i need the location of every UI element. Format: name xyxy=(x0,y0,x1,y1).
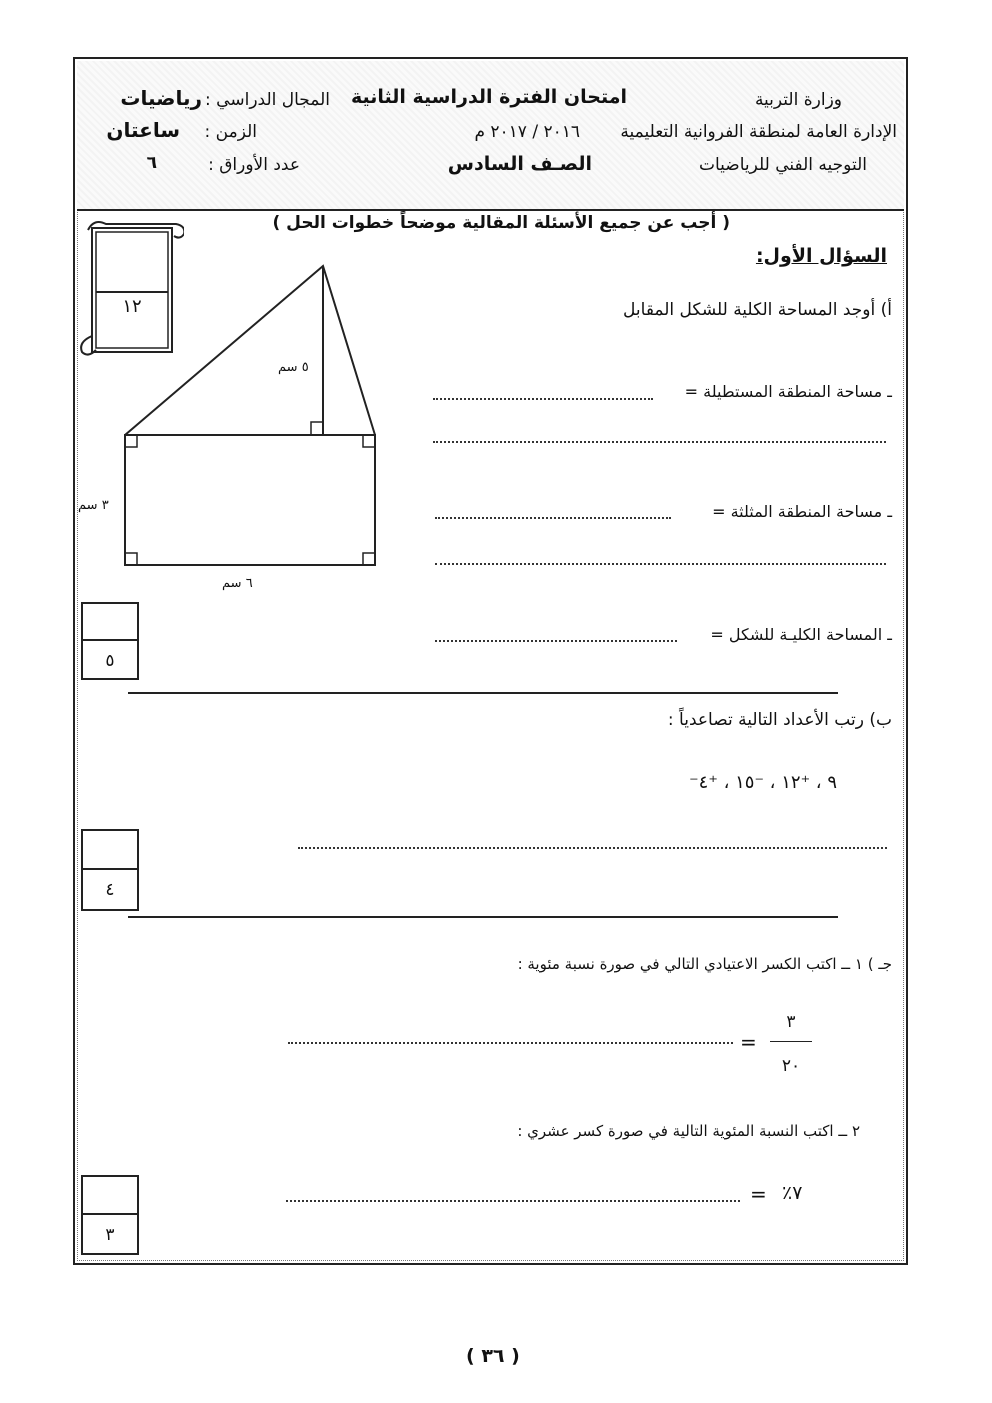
height-label: ٥ سم xyxy=(278,360,309,375)
part-c-score-box xyxy=(81,1175,139,1255)
total-area-answer[interactable] xyxy=(435,640,677,642)
triangle-area-line: ـ مساحة المنطقة المثلثة = xyxy=(712,502,892,521)
equals-sign-1: = xyxy=(740,1030,757,1054)
divider-1 xyxy=(128,692,838,694)
rectangle-area-line: ـ مساحة المنطقة المستطيلة = xyxy=(684,382,892,401)
grade-title: الصـف السادس xyxy=(447,153,592,175)
guidance-label: التوجيه الفني للرياضيات xyxy=(698,155,867,175)
divider-2 xyxy=(128,916,838,918)
part-b-numbers: ⁻٩ ، ⁺١٢ ، ⁻١٥ ، ⁺٤ xyxy=(689,772,837,793)
percent-value: ٪٧ xyxy=(782,1182,803,1204)
part-c-prompt-1: جـ ) ١ ــ اكتب الكسر الاعتيادي التالي في صورة نسبة مئوية : xyxy=(517,955,892,973)
part-c-score: ٣ xyxy=(105,1225,115,1245)
page-frame-inner xyxy=(77,61,904,1261)
ministry-label: وزارة التربية xyxy=(754,90,842,110)
decimal-answer[interactable] xyxy=(286,1200,740,1202)
composite-figure xyxy=(115,260,385,580)
part-b-score: ٤ xyxy=(105,880,115,900)
base-label: ٦ سم xyxy=(222,576,253,591)
fraction-denominator: ٢٠ xyxy=(781,1056,801,1076)
part-a-score-box xyxy=(81,602,139,680)
subject-label: المجال الدراسي : xyxy=(205,90,330,110)
time-value: ساعتان xyxy=(106,118,180,142)
fraction-bar xyxy=(770,1041,812,1042)
triangle-area-answer-2[interactable] xyxy=(435,563,886,565)
administration-label: الإدارة العامة لمنطقة الفروانية التعليمية xyxy=(620,122,897,142)
exam-year: ٢٠١٦ / ٢٠١٧ م xyxy=(474,122,580,142)
rectangle-area-answer-2[interactable] xyxy=(433,441,886,443)
time-label: الزمن : xyxy=(204,122,257,142)
equals-sign-2: = xyxy=(750,1182,767,1206)
triangle-area-answer[interactable] xyxy=(435,517,671,519)
part-a-prompt: أ) أوجد المساحة الكلية للشكل المقابل xyxy=(623,300,892,320)
total-area-line: ـ المساحة الكليـة للشكل = xyxy=(710,625,892,644)
fraction-numerator: ٣ xyxy=(786,1012,796,1032)
exam-title: امتحان الفترة الدراسية الثانية xyxy=(350,86,627,108)
total-score: ١٢ xyxy=(122,296,142,317)
pages-value: ٦ xyxy=(146,153,157,173)
part-b-prompt: ب) رتب الأعداد التالية تصاعدياً : xyxy=(667,710,892,730)
instructions: ( أجب عن جميع الأسئلة المقالية موضحاً خطوات الحل ) xyxy=(272,213,730,233)
side-label: ٣ سم xyxy=(78,498,109,513)
percent-answer[interactable] xyxy=(288,1042,733,1044)
part-a-score: ٥ xyxy=(105,651,115,671)
pages-label: عدد الأوراق : xyxy=(208,155,300,175)
question1-title: السؤال الأول: xyxy=(755,245,887,267)
part-b-answer[interactable] xyxy=(298,847,887,849)
part-b-score-box xyxy=(81,829,139,911)
subject-value: رياضيات xyxy=(120,86,202,110)
part-c-prompt-2: ٢ ــ اكتب النسبة المئوية التالية في صورة كسر عشري : xyxy=(517,1122,860,1140)
page-number: ( ٣٦ ) xyxy=(466,1345,520,1367)
rectangle-area-answer[interactable] xyxy=(433,398,653,400)
